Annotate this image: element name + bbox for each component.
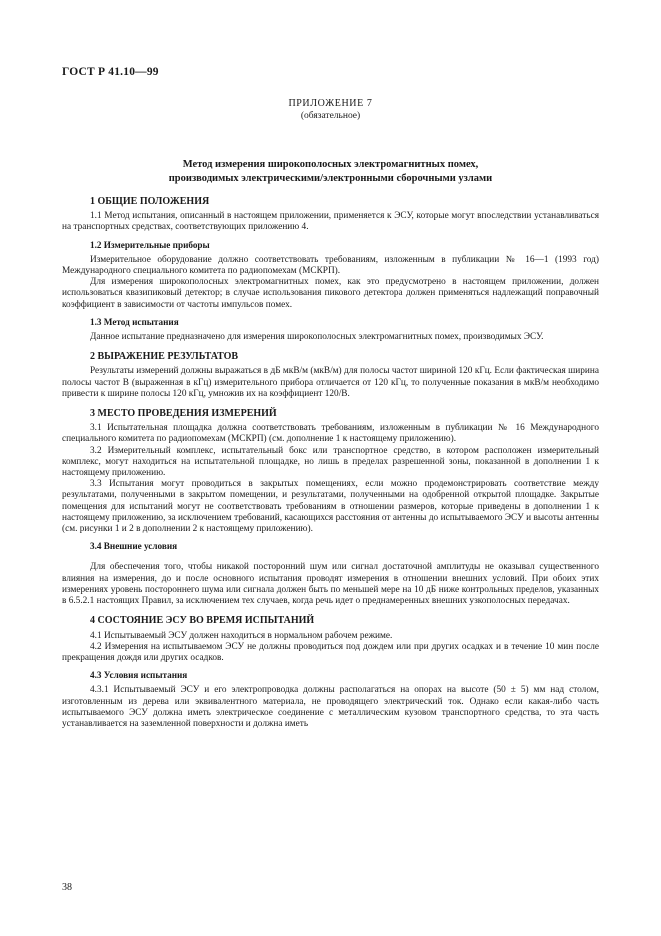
paragraph-4-1: 4.1 Испытываемый ЭСУ должен находиться в нормальном рабочем режиме. <box>90 630 393 641</box>
section-3-4-heading: 3.4 Внешние условия <box>90 541 178 552</box>
method-title <box>0 158 661 186</box>
annex-subtitle: (обязательное) <box>300 111 361 121</box>
annex-title: ПРИЛОЖЕНИЕ 7 <box>288 98 373 109</box>
method-title-line-1: Метод измерения широкополосных электромагнитных помех, <box>182 159 479 170</box>
page-number: 38 <box>62 882 72 893</box>
paragraph-3-3: 3.3 Испытания могут проводиться в закрытых помещениях, если можно продемонстрировать соответствие между результатами, полученными в закрытом помещении, и результатами, полученными на одобренной открытой площадке. Закрытые помещения для испытаний могут не соответствовать требованиям в отношении размеров, которые приведены в дополнении 1 к настоящему приложению, за исключением требований, касающихся расстояния от антенны до испытываемого ЭСУ и высоты антенны (см. рисунки 1 и 2 в дополнении 2 к настоящему приложению). <box>62 479 599 535</box>
standard-code: ГОСТ Р 41.10—99 <box>62 66 159 78</box>
document-body <box>62 196 599 730</box>
section-4-heading: 4 СОСТОЯНИЕ ЭСУ ВО ВРЕМЯ ИСПЫТАНИЙ <box>90 615 315 627</box>
method-title-line-2: производимых электрическими/электронными сборочными узлами <box>168 173 493 184</box>
paragraph-1-1: 1.1 Метод испытания, описанный в настоящем приложении, применяется к ЭСУ, которые могут впоследствии устанавливаться на транспортных средствах, соответствующих приложению 4. <box>62 211 599 233</box>
section-4-3-heading: 4.3 Условия испытания <box>90 670 188 681</box>
section-3-heading: 3 МЕСТО ПРОВЕДЕНИЯ ИЗМЕРЕНИЙ <box>90 408 277 420</box>
section-2-heading: 2 ВЫРАЖЕНИЕ РЕЗУЛЬТАТОВ <box>90 351 239 363</box>
paragraph-4-3-1: 4.3.1 Испытываемый ЭСУ и его электропроводка должны располагаться на опорах на высоте (50 ± 5) мм над столом, изготовленным из дерева или эквивалентного материала, не проводящего электрический ток. Однако если какая-либо часть испытываемого ЭСУ должна иметь электрическое соединение с металлическим кузовом транспортного средства, то эта часть устанавливается на заземленной поверхности и должна иметь <box>62 685 599 729</box>
paragraph-4-2: 4.2 Измерения на испытываемом ЭСУ не должны проводиться под дождем или при других осадках и в течение 10 мин после прекращения дождя или других осадков. <box>62 641 599 663</box>
section-1-2-heading: 1.2 Измерительные приборы <box>90 239 210 250</box>
section-1-3-heading: 1.3 Метод испытания <box>90 316 179 327</box>
section-1-heading: 1 ОБЩИЕ ПОЛОЖЕНИЯ <box>90 196 210 207</box>
paragraph-2: Результаты измерений должны выражаться в дБ мкВ/м (мкВ/м) для полосы частот шириной 120 кГц. Если фактическая ширина полосы частот B (выраженная в кГц) измерительного прибора отличается от 120 кГц, то полученные показания в мкВ/м необходимо привести к ширине полосы 120 кГц, умножив их на коэффициент 120/B. <box>62 366 599 399</box>
paragraph-1-2-b: Для измерения широкополосных электромагнитных помех, как это предусмотрено в настоящем приложении, должен использоваться квазипиковый детектор; в случае использования пикового детектора должен применяться надлежащий поправочный коэффициент в зависимости от частоты импульсов помех. <box>62 277 599 310</box>
paragraph-3-2: 3.2 Измерительный комплекс, испытательный бокс или транспортное средство, в котором расположен измерительный комплекс, могут находиться на испытательной площадке, но лишь в пределах разрешенной зоны, показанной в дополнении 1 к настоящему приложению. <box>62 445 599 479</box>
paragraph-3-4: Для обеспечения того, чтобы никакой посторонний шум или сигнал достаточной амплитуды не оказывал существенного влияния на измерения, до и после основного испытания проводят измерения в отношении внешних условий. При обоих этих измерениях уровень постороннего шума или сигнала должен быть по меньшей мере на 10 дБ ниже контрольных пределов, указанных в 6.5.2.1 настоящих Правил, за исключением тех случаев, когда речь идет о преднамеренных внешних узкополосных передачах. <box>62 562 599 607</box>
paragraph-1-2-a: Измерительное оборудование должно соответствовать требованиям, изложенным в публикации № 16—1 (1993 год) Международного специального комитета по радиопомехам (МСКРП). <box>62 254 599 277</box>
paragraph-3-1: 3.1 Испытательная площадка должна соответствовать требованиям, изложенным в публикации № 16 Международного специального комитета по радиопомехам (МСКРП) (см. дополнение 1 к настоящему приложению). <box>62 423 599 445</box>
paragraph-1-3: Данное испытание предназначено для измерения широкополосных электромагнитных помех, производимых ЭСУ. <box>90 332 544 343</box>
